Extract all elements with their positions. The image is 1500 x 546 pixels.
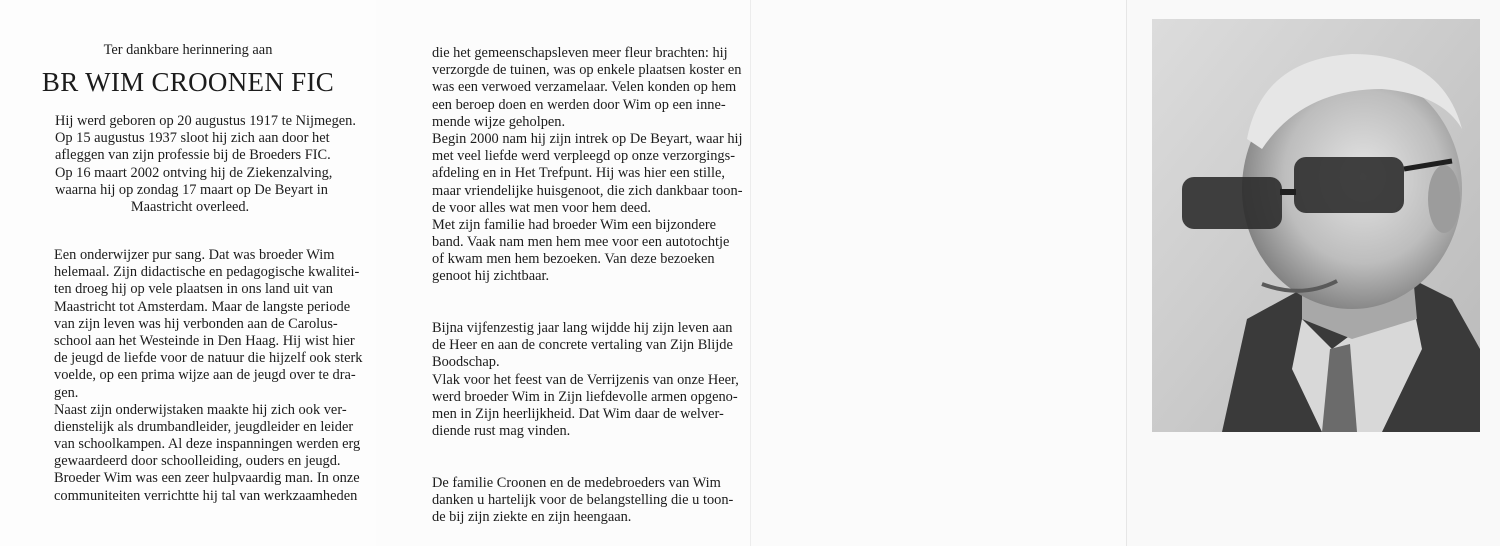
text-line: de jeugd de liefde voor de natuur die hijzelf ook sterk [54,350,363,367]
intro-heading: Ter dankbare herinnering aan [103,42,273,58]
text-line: ten droeg hij op vele plaatsen in ons land uit van [54,281,333,298]
text-line: gewaardeerd door schoolleiding, ouders en jeugd. [54,453,341,470]
text-line: Bijna vijfenzestig jaar lang wijdde hij zijn leven aan [432,320,733,337]
text-line: maar vriendelijke huisgenoot, die zich dankbaar toon- [432,182,743,199]
text-line: Met zijn familie had broeder Wim een bijzondere [432,216,717,233]
text-line: met veel liefde werd verpleegd op onze verzorgings- [432,148,736,165]
middle-body-text [432,45,743,526]
text-line: Een onderwijzer pur sang. Dat was broeder Wim [54,247,335,263]
text-line: Maastricht tot Amsterdam. Maar de langste periode [54,298,351,315]
card-blank-page [750,0,1127,546]
text-line: De familie Croonen en de medebroeders van Wim [432,474,721,491]
text-line: verzorgde de tuinen, was op enkele plaatsen koster en [432,62,742,79]
text-line: Op 15 augustus 1937 sloot hij zich aan door het [55,130,330,147]
paragraph-gap [432,286,708,320]
text-line: school aan het Westeinde in Den Haag. Hij wist hier [54,332,355,349]
text-line: Vlak voor het feest van de Verrijzenis van onze Heer, [432,371,739,388]
text-line: was een verwoed verzamelaar. Velen konden op hem [432,79,737,96]
text-line: de bij zijn ziekte en zijn heengaan. [432,509,632,526]
text-line: Begin 2000 nam hij zijn intrek op De Beyart, waar hij [432,130,743,147]
deceased-name: BR WIM CROONEN FIC [41,67,335,97]
text-line: Hij werd geboren op 20 augustus 1917 te Nijmegen. [55,113,356,129]
text-line: Broeder Wim was een zeer hulpvaardig man. In onze [54,470,360,487]
bio-block [55,113,356,216]
text-line: diende rust mag vinden. [432,423,571,440]
text-line: helemaal. Zijn didactische en pedagogische kwalitei- [54,264,360,281]
text-line: de Heer en aan de concrete vertaling van Zijn Blijde [432,337,733,354]
paragraph-gap [432,440,708,474]
text-line: die het gemeenschapsleven meer fleur brachten: hij [432,45,728,61]
text-line: een beroep doen en werden door Wim op een inne- [432,96,726,113]
text-line: communiteiten verrichtte hij tal van werkzaamheden [54,487,358,504]
text-line: voelde, op een prima wijze aan de jeugd over te dra- [54,367,356,384]
text-line: danken u hartelijk voor de belangstelling die u toon- [432,491,734,508]
text-line: werd broeder Wim in Zijn liefdevolle armen opgeno- [432,388,738,405]
left-body-text [54,247,363,505]
text-line: band. Vaak nam men hem mee voor een autotochtje [432,234,730,251]
text-line: Maastricht overleed. [130,198,250,215]
text-line: van zijn leven was hij verbonden aan de Carolus- [54,315,338,332]
text-line: dienstelijk als drumbandleider, jeugdleider en leider [54,418,354,435]
text-line: genoot hij zichtbaar. [432,268,550,285]
text-line: waarna hij op zondag 17 maart op De Beyart in [55,181,328,198]
text-line: van schoolkampen. Al deze inspanningen werden erg [54,436,361,453]
text-line: afdeling en in Het Trefpunt. Hij was hier een stille, [432,165,725,182]
portrait-photo [1152,19,1480,432]
text-line: mende wijze geholpen. [432,113,566,130]
text-line: men in Zijn heerlijkheid. Dat Wim daar de welver- [432,405,724,422]
text-line: Boodschap. [432,354,500,371]
text-line: de voor alles wat men voor hem deed. [432,199,651,216]
text-line: Naast zijn onderwijstaken maakte hij zich ook ver- [54,401,347,418]
text-line: of kwam men hem bezoeken. Van deze bezoeken [432,251,715,268]
text-line: Op 16 maart 2002 ontving hij de Ziekenzalving, [55,164,333,181]
text-line: gen. [54,384,79,401]
text-line: afleggen van zijn professie bij de Broeders FIC. [55,147,331,164]
